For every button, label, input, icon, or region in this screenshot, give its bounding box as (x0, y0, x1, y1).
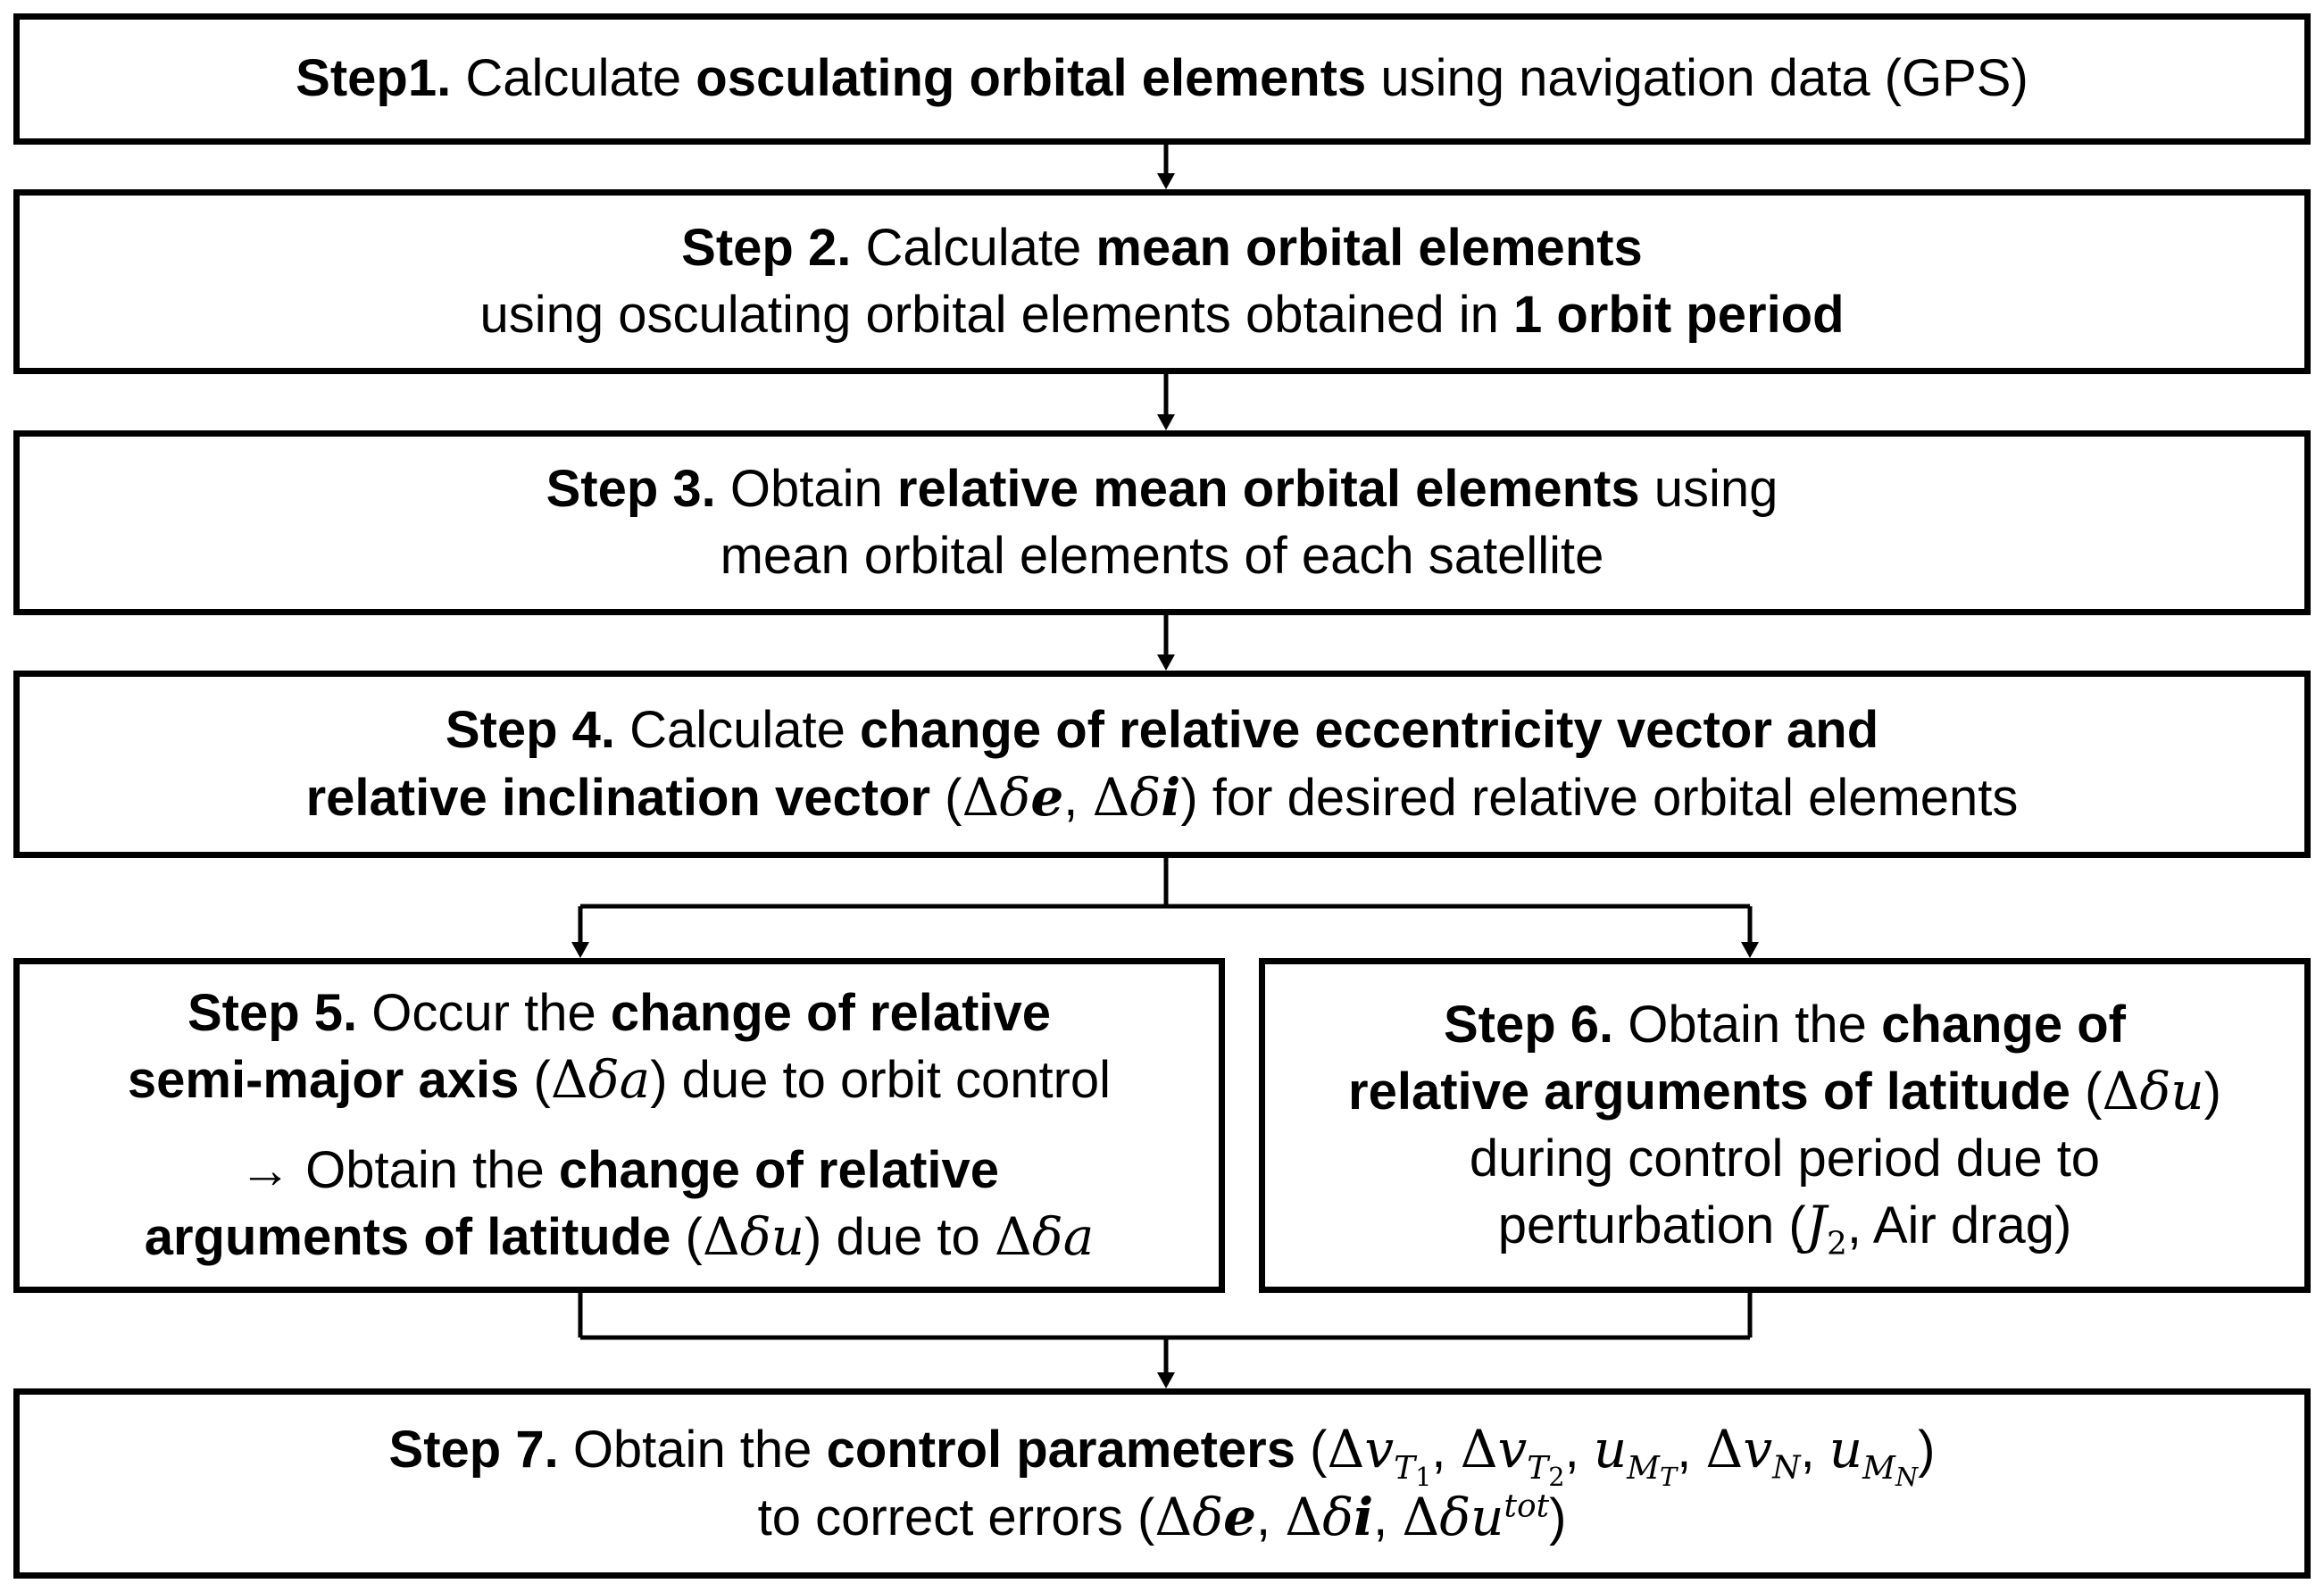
step-3-text-2: using (1653, 460, 1778, 519)
step-5-math-3: Δδa (994, 1205, 1095, 1267)
arrowhead-2 (1157, 173, 1175, 189)
step-6-text-4: Air drag) (1872, 1196, 2072, 1254)
step-3-bold: relative mean orbital elements (896, 460, 1640, 519)
step-4-text: Calculate (629, 701, 845, 760)
step-6-line-2 (1348, 1058, 2221, 1125)
step-4-math: (Δδe, Δδi) (945, 766, 1198, 828)
step-7-bold: control parameters (826, 1421, 1295, 1479)
step-3-box (13, 430, 2311, 615)
arrowhead-7 (1157, 1372, 1175, 1388)
step-5-text-3: → Obtain the (238, 1140, 545, 1199)
step-4-box (13, 671, 2311, 858)
step-5-line-1 (187, 980, 1051, 1046)
step-7-text-2: to correct errors ( (757, 1488, 1155, 1546)
step-4-line-1 (446, 697, 1878, 763)
step-6-bold: change of (1881, 996, 2126, 1054)
step-1-line (296, 46, 2028, 112)
step-2-bold: mean orbital elements (1095, 219, 1643, 278)
step-5-text-2: due to orbit control (681, 1051, 1112, 1110)
step-5-line-3 (239, 1138, 999, 1204)
step-3-label: Step 3. (546, 460, 716, 519)
step-6-math-1: (Δδu) (2085, 1061, 2221, 1122)
step-6-line-4 (1497, 1192, 2072, 1263)
arrowhead-4 (1157, 654, 1175, 671)
arrowhead-3 (1157, 414, 1175, 430)
step-2-line-1 (681, 215, 1643, 281)
step-2-bold-2: 1 orbit period (1512, 285, 1845, 344)
step-5-line-2 (128, 1046, 1111, 1113)
step-2-box (13, 189, 2311, 374)
arrowhead-6 (1741, 942, 1759, 958)
step-7-text: Obtain the (572, 1421, 812, 1479)
step-5-text: Occur the (371, 984, 596, 1043)
step-1-text: Calculate (465, 49, 682, 108)
step-5-line-4 (145, 1204, 1095, 1271)
step-6-label: Step 6. (1444, 996, 1614, 1054)
step-7-math-1: ($\Delta v_{T_1}$, $\Delta v_{T_2}$, $u_{M_T}$, $\Delta v_N$, $u_{M_N}$) (1310, 1419, 1936, 1493)
step-2-line-2 (479, 282, 1844, 348)
step-4-label: Step 4. (445, 701, 615, 760)
step-6-text: Obtain the (1628, 996, 1867, 1054)
step-1-bold: osculating orbital elements (696, 49, 1367, 108)
step-7-label: Step 7. (388, 1421, 559, 1479)
step-6-text-3: perturbation ( (1497, 1196, 1806, 1254)
step-7-box (13, 1388, 2311, 1579)
step-4-text-2: for desired relative orbital elements (1212, 768, 2019, 827)
step-1-label: Step1. (296, 49, 452, 108)
step-6-line-1 (1444, 992, 2126, 1058)
step-2-label: Step 2. (681, 219, 852, 278)
step-5-bold-3: change of relative (558, 1140, 1000, 1199)
step-3-text: Obtain (729, 460, 883, 519)
step-4-bold-2: relative inclination vector (305, 768, 931, 827)
step-5-bold: change of relative (610, 984, 1052, 1043)
step-5-math-1: (Δδa) (533, 1049, 668, 1111)
step-4-bold: change of relative eccentricity vector and (860, 701, 1879, 760)
step-5-math-2: (Δδu) (685, 1205, 822, 1267)
step-5-box (13, 958, 1225, 1293)
step-5-text-4: due to (836, 1207, 980, 1266)
step-1-text-2: using navigation data (GPS) (1380, 49, 2028, 108)
step-5-label: Step 5. (187, 984, 358, 1043)
step-7-math-2: Δδe, Δδi, Δδu$^{tot}$) (1154, 1486, 1567, 1547)
step-7-line-2 (758, 1484, 1567, 1551)
step-5-bold-2: semi-major axis (127, 1051, 520, 1110)
step-1-box (13, 13, 2311, 145)
step-6-math-2: $J_2$, (1805, 1194, 1862, 1263)
step-3-line-1 (546, 456, 1778, 522)
step-3-line-2: mean orbital elements of each satellite (720, 526, 1604, 585)
arrowhead-5 (571, 942, 589, 958)
step-5-bold-4: arguments of latitude (144, 1207, 671, 1266)
step-6-bold-2: relative arguments of latitude (1348, 1063, 2071, 1121)
step-6-line-3: during control period due to (1469, 1129, 2101, 1188)
step-2-text: Calculate (865, 219, 1082, 278)
step-4-line-2 (306, 764, 2019, 831)
step-2-text-2: using osculating orbital elements obtained in (479, 285, 1499, 344)
step-6-box (1259, 958, 2311, 1293)
step-7-line-1 (388, 1416, 1936, 1493)
